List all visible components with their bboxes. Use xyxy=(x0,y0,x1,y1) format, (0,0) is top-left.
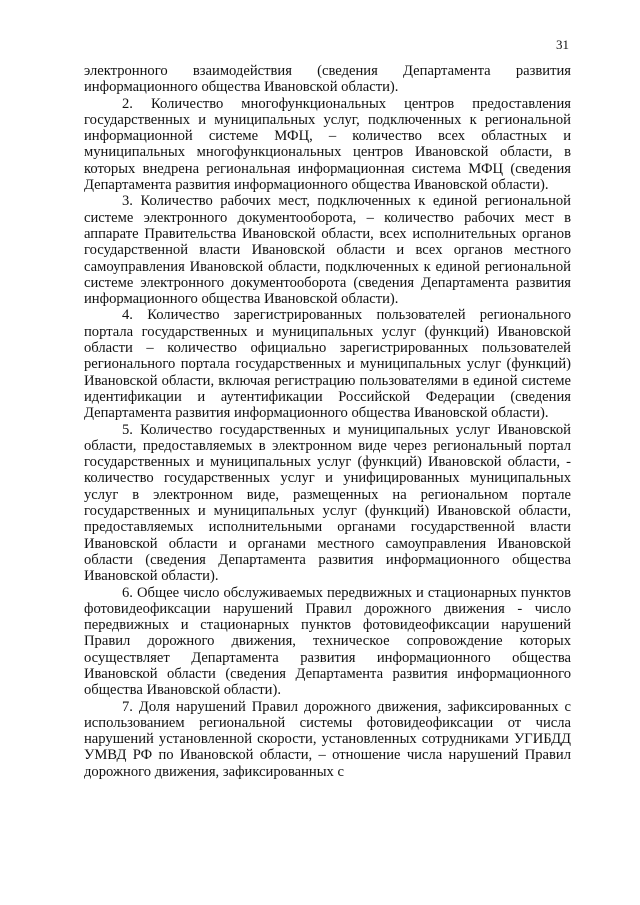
paragraph-item-7: 7. Доля нарушений Правил дорожного движения, зафиксированных с использованием региональной системы фотовидеофиксации от числа нарушений установленной скорости, установленных сотрудниками УГИБДД УМВД РФ по Ивановской области, – отношение числа нарушений Правил дорожного движения, зафиксированных с xyxy=(84,698,571,780)
page-number: 31 xyxy=(556,37,569,52)
paragraph-item-2: 2. Количество многофункциональных центров предоставления государственных и муниципальных услуг, подключенных к региональной информационной системе МФЦ, – количество всех областных и муниципальных многофункциональных центров Ивановской области, в которых внедрена региональная информационная система МФЦ (сведения Департамента развития информационного общества Ивановской области). xyxy=(84,95,571,194)
paragraph-item-3: 3. Количество рабочих мест, подключенных к единой региональной системе электронного документооборота, – количество рабочих мест в аппарате Правительства Ивановской области, всех исполнительных органов государственной власти Ивановской области и всех органов местного самоуправления Ивановской области, подключенных к единой региональной системе электронного документооборота (сведения Департамента развития информационного общества Ивановской области). xyxy=(84,193,571,308)
paragraph-item-5: 5. Количество государственных и муниципальных услуг Ивановской области, предоставляемых в электронном виде через региональный портал государственных и муниципальных услуг (функций) Ивановской области, - количество государственных услуг и унифицированных муниципальных услуг в электронном виде, размещенных на региональном портале государственных и муниципальных услуг (функций) Ивановской области, предоставляемых исполнительными органами государственной власти Ивановской области и органами местного самоуправления Ивановской области (сведения Департамента развития информационного общества Ивановской области). xyxy=(84,421,571,585)
paragraph-continuation: электронного взаимодействия (сведения Департамента развития информационного общества Ивановской области). xyxy=(84,63,571,96)
paragraph-item-4: 4. Количество зарегистрированных пользователей регионального портала государственных и муниципальных услуг (функций) Ивановской области – количество официально зарегистрированных пользователей регионального портала государственных и муниципальных услуг (функций) Ивановской области, включая регистрацию пользователями в единой системе идентификации и аутентификации Российской Федерации (сведения Департамента развития информационного общества Ивановской области). xyxy=(84,307,571,422)
document-body xyxy=(84,63,571,780)
paragraph-item-6: 6. Общее число обслуживаемых передвижных и стационарных пунктов фотовидеофиксации нарушений Правил дорожного движения - число передвижных и стационарных пунктов фотовидеофиксации нарушений Правил дорожного движения, техническое сопровождение которых осуществляет Департамента развития информационного общества Ивановской области (сведения Департамента развития информационного общества Ивановской области). xyxy=(84,584,571,699)
